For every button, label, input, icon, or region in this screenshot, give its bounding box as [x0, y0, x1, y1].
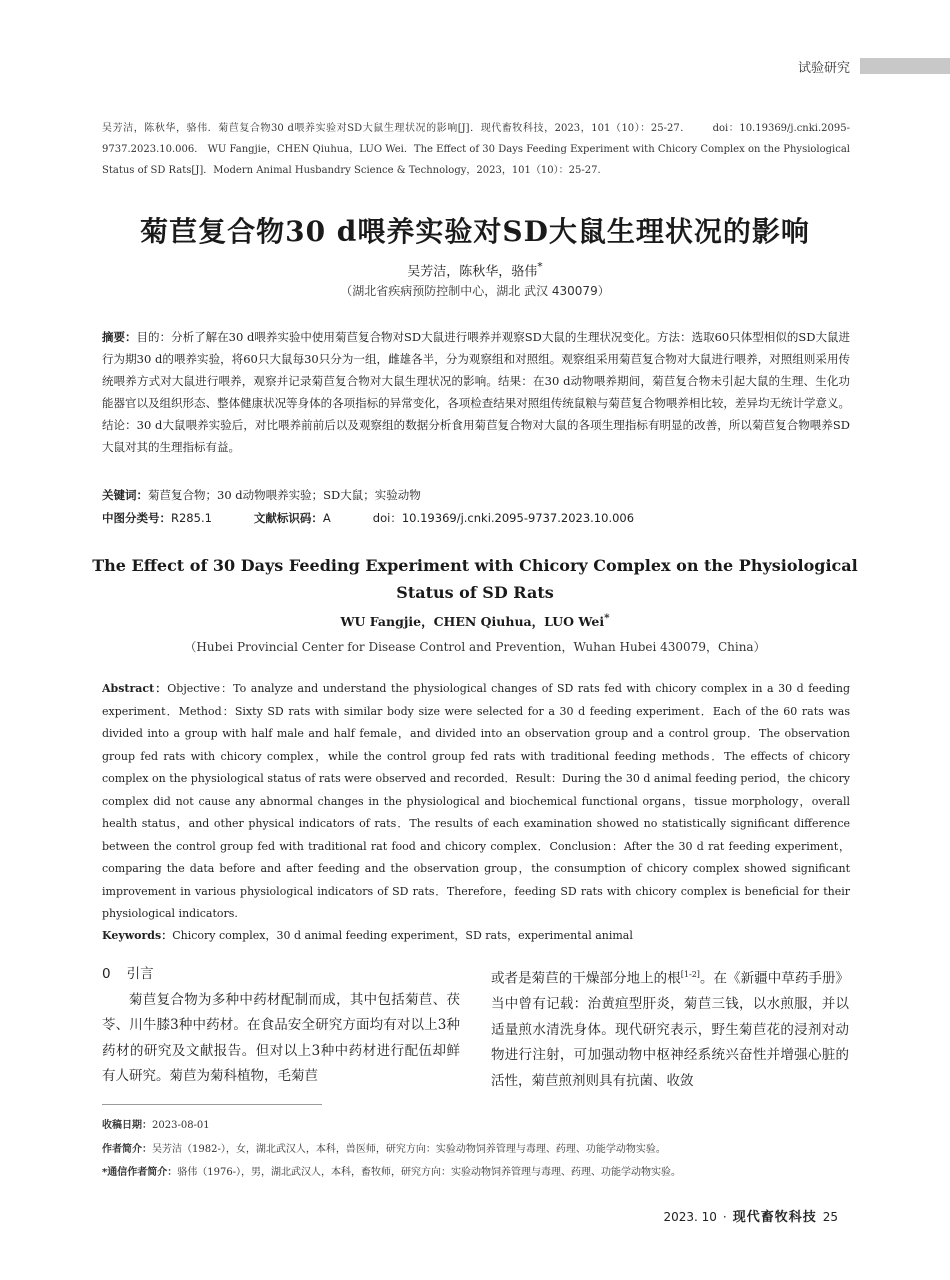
abstract-en-text: Objective：To analyze and understand the physiological changes of SD rats fed with chicory complex in a 30 d feeding experiment．Method：Sixty SD rats with similar body size were selected for a 30 d feeding experiment．Each of the 60 rats was divided into a group with half male and half female，and divided into an observation group and a control group．The observation group fed rats with chicory complex，while the control group fed rats with traditional feeding methods．The effects of chicory complex on the physiological status of rats were observed and recorded．Result：During the 30 d animal feeding period，the chicory complex did not cause any abnormal changes in the physiological and biochemical functional organs，tissue morphology，overall health status，and other physical indicators of rats．The results of each examination showed no statistically significant difference between the control group fed with traditional rat food and chicory complex．Conclusion：After the 30 d rat feeding experiment，comparing the data before and after feeding and the observation group，the consumption of chicory complex showed significant improvement in various physiological indicators of SD rats．Therefore，feeding SD rats with chicory complex is beneficial for their physiological indicators.	[102, 682, 850, 920]
intro-cont-b: 。在《新疆中草药手册》当中曾有记载：治黄疸型肝炎，菊苣三钱，以水煎服，并以适量煎水清洗身体。现代研究表示，野生菊苣花的浸剂对动物进行注射，可加强动物中枢神经系统兴奋性并增强心脏的活性，菊苣煎剂则具有抗菌、收敛	[491, 970, 850, 1089]
authors-en-names: WU Fangjie，CHEN Qiuhua，LUO Wei	[340, 614, 605, 630]
doc-code-group	[254, 507, 331, 529]
abstract-en-label: Abstract：	[102, 682, 168, 695]
footnote-corresponding	[102, 1161, 850, 1185]
body-column-left	[102, 962, 460, 1090]
keywords-en-text: Chicory complex，30 d animal feeding experiment，SD rats，experimental animal	[172, 929, 633, 942]
affiliation-en: （Hubei Provincial Center for Disease Control and Prevention，Wuhan Hubei 430079，China）	[184, 640, 766, 654]
footer-journal: 现代畜牧科技	[732, 1210, 817, 1225]
corresponding-mark-en: *	[604, 612, 610, 624]
section-title: 引言	[126, 966, 154, 982]
affiliation-cn: （湖北省疾病预防控制中心，湖北 武汉 430079）	[340, 284, 610, 298]
reference-mark[interactable]: [1-2]	[680, 970, 700, 979]
footnote-author	[102, 1138, 850, 1162]
title-cn: 菊苣复合物30 d喂养实验对SD大鼠生理状况的影响	[140, 215, 810, 248]
doc-code-value: A	[322, 511, 331, 525]
abstract-cn	[102, 326, 850, 458]
section-tag	[798, 57, 950, 75]
author-bio: 吴芳洁（1982-），女，湖北武汉人，本科，兽医师，研究方向：实验动物饲养管理与毒理、药理、功能学动物实验。	[152, 1143, 666, 1155]
corresponding-mark: *	[537, 260, 543, 273]
abstract-cn-text: 目的：分析了解在30 d喂养实验中使用菊苣复合物对SD大鼠进行喂养并观察SD大鼠的生理状况变化。方法：选取60只体型相似的SD大鼠进行为期30 d的喂养实验，将60只大鼠每30只分为一组，雌雄各半，分为观察组和对照组。观察组采用菊苣复合物对大鼠进行喂养，对照组则采用传统喂养方式对大鼠进行喂养，观察并记录菊苣复合物对大鼠生理状况的影响。结果：在30 d动物喂养期间，菊苣复合物未引起大鼠的生理、生化功能器官以及组织形态、整体健康状况等身体的各项指标的异常变化，各项检查结果对照组传统鼠粮与菊苣复合物喂养相比较，差异均无统计学意义。结论：30 d大鼠喂养实验后，对比喂养前前后以及观察组的数据分析食用菊苣复合物对大鼠的各项生理指标有明显的改善，所以菊苣复合物喂养SD大鼠对其的生理指标有益。	[102, 330, 850, 454]
citation-doi: doi：10.19369/j.cnki.2095-9737.2023.10.006．	[102, 123, 850, 155]
section-heading	[102, 962, 460, 988]
classification-line	[102, 507, 850, 529]
doi-group	[373, 507, 634, 529]
received-date: 2023-08-01	[152, 1120, 210, 1131]
doc-code-label: 文献标识码：	[253, 511, 323, 525]
authors-cn-names: 吴芳洁，陈秋华，骆伟	[407, 264, 538, 280]
page-footer	[663, 1206, 838, 1225]
footnotes	[102, 1114, 850, 1185]
footer-separator: ·	[722, 1210, 727, 1224]
citation-cn: 吴芳洁，陈秋华，骆伟．菊苣复合物30 d喂养实验对SD大鼠生理状况的影响[J]．现代畜牧科技，2023，101（10）：25-27．	[102, 123, 691, 134]
footer-issue: 2023. 10	[663, 1210, 717, 1224]
clc-label: 中图分类号：	[102, 511, 171, 525]
keywords-cn-text: 菊苣复合物；30 d动物喂养实验；SD大鼠；实验动物	[148, 488, 421, 502]
doi-value: 10.19369/j.cnki.2095-9737.2023.10.006	[401, 511, 635, 525]
intro-paragraph-cont	[491, 962, 849, 1094]
author-label: 作者简介：	[102, 1143, 152, 1155]
title-en: The Effect of 30 Days Feeding Experiment with Chicory Complex on the Physiological Status of SD Rats	[92, 556, 858, 602]
citation-en: WU Fangjie，CHEN Qiuhua，LUO Wei．The Effect of 30 Days Feeding Experiment with Chicory Complex on the Physiological Status of SD Rats[J]．Modern Animal Husbandry Science & Technology，2023，101（10）：25-27.	[102, 144, 850, 176]
footnote-divider	[102, 1104, 322, 1105]
doi-label: doi：	[372, 511, 402, 525]
clc-value: R285.1	[171, 511, 212, 525]
section-bar	[860, 58, 950, 74]
citation-block	[102, 118, 850, 181]
body-column-right	[491, 962, 849, 1094]
corresponding-label: *通信作者简介：	[102, 1167, 178, 1178]
keywords-en	[102, 925, 850, 947]
abstract-cn-label: 摘要：	[102, 330, 137, 344]
intro-paragraph: 菊苣复合物为多种中药材配制而成，其中包括菊苣、茯苓、川牛膝3种中药材。在食品安全研究方面均有对以上3种药材的研究及文献报告。但对以上3种中药材进行配伍却鲜有人研究。菊苣为菊科植物，毛菊苣	[102, 991, 460, 1084]
keywords-en-label: Keywords：	[102, 929, 173, 942]
corresponding-bio: 骆伟（1976-），男，湖北武汉人，本科，畜牧师，研究方向：实验动物饲养管理与毒理、药理、功能学动物实验。	[177, 1167, 682, 1178]
abstract-en	[102, 678, 850, 926]
authors-en	[0, 612, 950, 630]
received-label: 收稿日期：	[102, 1120, 152, 1131]
footnote-received	[102, 1114, 850, 1138]
authors-cn	[0, 260, 950, 279]
page-number: 25	[822, 1210, 838, 1224]
keywords-cn-label: 关键词：	[102, 488, 148, 502]
keywords-cn	[102, 484, 850, 506]
section-number: 0	[102, 966, 111, 982]
intro-cont-a: 或者是菊苣的干燥部分地上的根	[491, 970, 681, 987]
clc-group	[102, 507, 212, 529]
section-label: 试验研究	[797, 60, 850, 76]
